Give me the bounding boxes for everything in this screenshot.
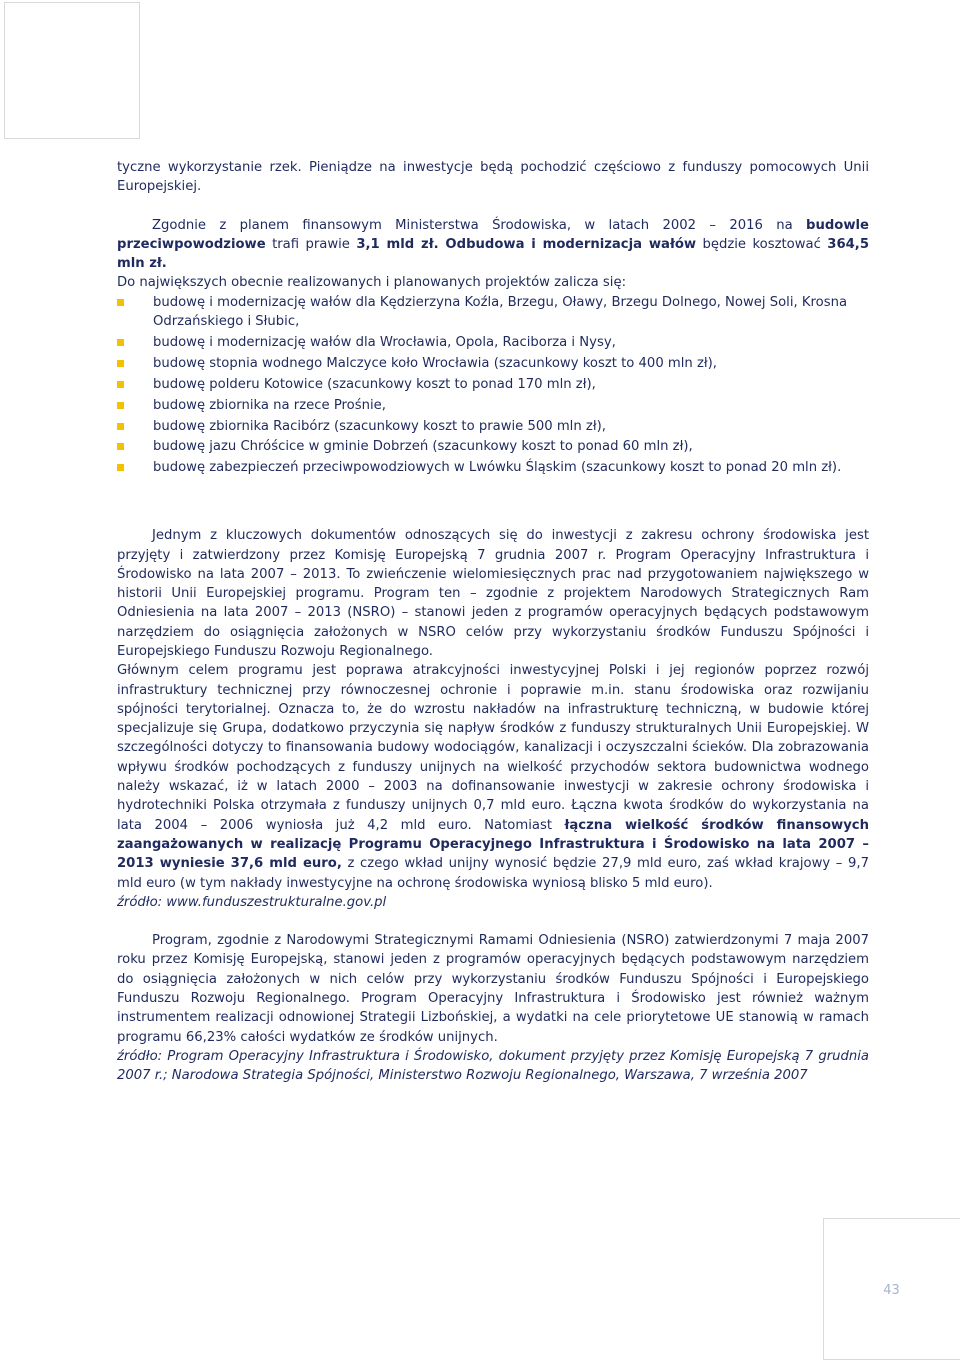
program-text: Głównym celem programu jest poprawa atrakcyjności inwestycyjnej Polski i jej regionów poprzez rozwój infrastruktury technicznej przy równoczesnej ochronie i poprawie m.in. stanu środowiska oraz rozwijaniu spójności terytorialnej. Oznacza to, że do wzrostu nakładów na infrastrukturę techniczną, w budowie której specjalizuje się Grupa, dodatkowo przyczynia się napływ środków z funduszy strukturalnych Unii Europejskiej. W szczególności dotyczy to finansowania budowy wodociągów, kanalizacji i oczyszczalni ścieków. Dla zobrazowania wpływu środków pochodzących z funduszy unijnych na wielkość przychodów sektora budownictwa wodnego należy wskazać, iż w latach 2000 – 2003 na dofinansowanie inwestycji w zakresie ochrony środowiska i hydrotechniki Polska otrzymała z funduszy unijnych 0,7 mld euro. Łączna kwota środków do wykorzystania na lata 2004 – 2006 wyniosła już 4,2 mld euro. Natomiast xyxy=(117,663,869,833)
corner-frame-top-left xyxy=(4,2,140,139)
plan-paragraph xyxy=(117,216,869,293)
bullet-square-icon xyxy=(117,443,124,450)
bullet-square-icon xyxy=(117,423,124,430)
list-item: budowę i modernizację wałów dla Wrocławia, Opola, Raciborza i Nysy, xyxy=(117,333,869,352)
nsro-paragraph: Program, zgodnie z Narodowymi Strategicznymi Ramami Odniesienia (NSRO) zatwierdzonymi 7 maja 2007 roku przez Komisję Europejską, stanowi jeden z programów operacyjnych będących podstawowym narzędziem do osiągnięcia założonych w nich celów przy wykorzystaniu środków Funduszu Spójności i Europejskiego Funduszu Rozwoju Regionalnego. Program Operacyjny Infrastruktura i Środowisko jest również ważnym instrumentem realizacji odnowionej Strategii Lizbońskiej, a wydatki na cele priorytetowe UE stanowią w ramach programu 66,23% całości wydatków ze środków unijnych. xyxy=(117,933,869,1045)
plan-bold-1: budowle przeciwpowodziowe xyxy=(117,217,869,252)
program-tail: z czego wkład unijny wynosić będzie 27,9 mld euro, zaś wkład krajowy – 9,7 mld euro (w tym nakłady inwestycyjne na ochronę środowiska wyniosą blisko 5 mld euro). xyxy=(117,856,869,891)
plan-text-2: trafi prawie xyxy=(265,236,357,252)
program-paragraph-2 xyxy=(117,661,869,893)
list-item: budowę i modernizację wałów dla Kędzierzyna Koźla, Brzegu, Oławy, Brzegu Dolnego, Nowej Soli, Krosna Odrzańskiego i Słubic, xyxy=(117,293,869,332)
bullet-square-icon xyxy=(117,299,124,306)
list-item: budowę jazu Chróścice w gminie Dobrzeń (szacunkowy koszt to ponad 60 mln zł), xyxy=(117,437,869,456)
bullet-square-icon xyxy=(117,381,124,388)
bullet-square-icon xyxy=(117,464,124,471)
source-note-1: źródło: www.funduszestrukturalne.gov.pl xyxy=(117,894,387,910)
page-number: 43 xyxy=(883,1283,900,1298)
program-total-bold: łączna wielkość środków finansowych zaangażowanych w realizację Programu Operacyjnego Infrastruktura i Środowisko na lata 2007 – 2013 wyniesie 37,6 mld euro, xyxy=(117,817,870,872)
page-body xyxy=(117,158,869,1086)
plan-bold-2: 3,1 mld zł. Odbudowa i modernizacja wałów xyxy=(356,236,697,252)
source-note-2: źródło: Program Operacyjny Infrastruktura i Środowisko, dokument przyjęty przez Komisję Europejską 7 grudnia 2007 r.; Narodowa Strategia Spójności, Ministerstwo Rozwoju Regionalnego, Warszawa, 7 września 2007 xyxy=(117,1048,869,1084)
bullet-square-icon xyxy=(117,360,124,367)
list-item: budowę zabezpieczeń przeciwpowodziowych w Lwówku Śląskim (szacunkowy koszt to ponad 20 mln zł). xyxy=(117,458,869,477)
plan-text-3: będzie kosztować xyxy=(696,236,828,252)
list-item: budowę zbiornika Racibórz (szacunkowy koszt to prawie 500 mln zł), xyxy=(117,417,869,436)
projects-list xyxy=(117,293,869,478)
plan-text-1: Zgodnie z planem finansowym Ministerstwa Środowiska, w latach 2002 – 2016 na xyxy=(152,217,807,233)
list-item: budowę polderu Kotowice (szacunkowy koszt to ponad 170 mln zł), xyxy=(117,375,869,394)
list-item: budowę stopnia wodnego Malczyce koło Wrocławia (szacunkowy koszt to 400 mln zł), xyxy=(117,354,869,373)
list-item: budowę zbiornika na rzece Prośnie, xyxy=(117,396,869,415)
intro-continuation: tyczne wykorzystanie rzek. Pieniądze na inwestycje będą pochodzić częściowo z funduszy pomocowych Unii Europejskiej. xyxy=(117,160,869,195)
bullet-square-icon xyxy=(117,339,124,346)
bullet-square-icon xyxy=(117,402,124,409)
plan-bold-3: 364,5 mln zł. xyxy=(117,236,869,272)
program-paragraph-1: Jednym z kluczowych dokumentów odnoszących się do inwestycji z zakresu ochrony środowiska jest przyjęty i zatwierdzony przez Komisję Europejską 7 grudnia 2007 r. Program Operacyjny Infrastruktura i Środowisko na lata 2007 – 2013. To zwieńczenie wielomiesięcznych prac nad przygotowaniem największego w historii Unii Europejskiej programu. Program ten – zgodnie z projektem Narodowych Strategicznych Ram Odniesienia na lata 2007 – 2013 (NSRO) – stanowi jeden z programów operacyjnych będących podstawowym narzędziem do osiągnięcia założonych w NSRO celów przy wykorzystaniu środków Funduszu Spójności i Europejskiego Funduszu Rozwoju Regionalnego. xyxy=(117,528,869,659)
projects-intro: Do największych obecnie realizowanych i planowanych projektów zalicza się: xyxy=(117,275,627,291)
